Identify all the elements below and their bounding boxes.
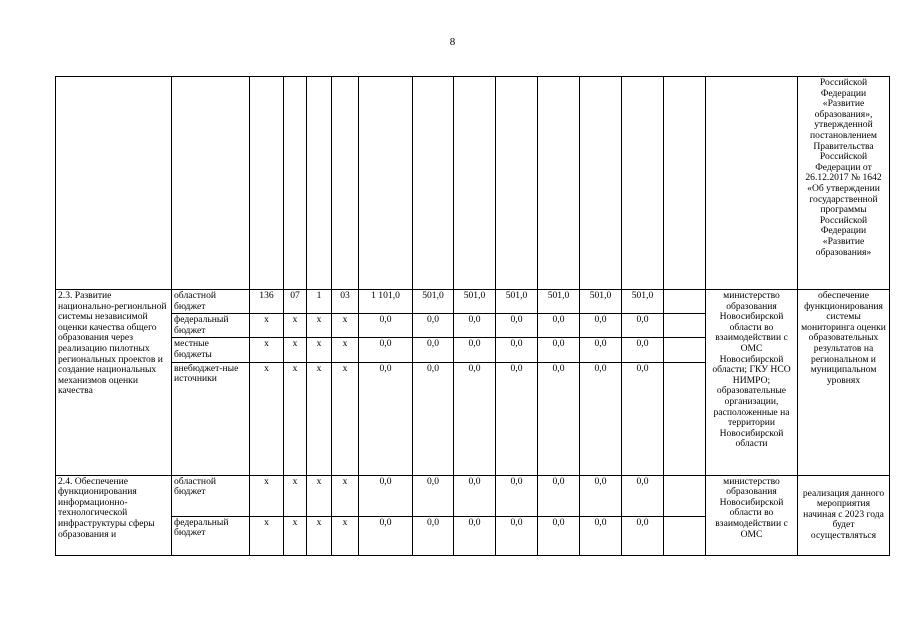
code-cell: x: [284, 314, 307, 338]
value-cell: 0,0: [413, 475, 454, 516]
code-cell: x: [250, 362, 284, 475]
code-cell: x: [332, 338, 359, 362]
value-cell: 0,0: [413, 314, 454, 338]
value-cell: 0,0: [454, 338, 496, 362]
value-cell: 0,0: [454, 362, 496, 475]
code-cell: x: [250, 475, 284, 516]
value-cell: 0,0: [413, 516, 454, 555]
value-cell: 0,0: [413, 362, 454, 475]
code-cell: x: [307, 475, 332, 516]
value-cell: 0,0: [496, 475, 538, 516]
value-cell: 0,0: [580, 338, 622, 362]
value-cell: 501,0: [538, 290, 580, 314]
code-cell: 136: [250, 290, 284, 314]
activity-name: 2.4. Обеспечение функционирования информационно-технологической инфраструктуры сферы образования и: [56, 475, 172, 555]
code-cell: 1: [307, 290, 332, 314]
value-cell: 0,0: [580, 362, 622, 475]
result-cell: обеспечение функционирования системы мониторинга оценки образовательных результатов на региональном и муниципальном уровнях: [798, 290, 890, 476]
value-cell: 0,0: [538, 516, 580, 555]
code-cell: x: [307, 362, 332, 475]
code-cell: 07: [284, 290, 307, 314]
value-cell: 0,0: [496, 362, 538, 475]
value-cell: 0,0: [580, 475, 622, 516]
value-cell: 0,0: [538, 314, 580, 338]
value-cell: 0,0: [359, 475, 413, 516]
value-cell: 0,0: [359, 516, 413, 555]
program-table: [55, 76, 890, 556]
value-cell: 0,0: [622, 338, 664, 362]
funding-source: местные бюджеты: [172, 338, 250, 362]
value-cell: 0,0: [622, 314, 664, 338]
value-cell: 0,0: [538, 338, 580, 362]
page-number: 8: [449, 36, 456, 48]
code-cell: x: [332, 475, 359, 516]
funding-source: федеральный бюджет: [172, 516, 250, 555]
code-cell: x: [307, 516, 332, 555]
table-row: [56, 290, 890, 314]
value-cell: 1 101,0: [359, 290, 413, 314]
code-cell: x: [250, 516, 284, 555]
table-row: [56, 475, 890, 516]
funding-source: областной бюджет: [172, 475, 250, 516]
value-cell: 0,0: [454, 314, 496, 338]
value-cell: 0,0: [413, 338, 454, 362]
result-cell: Российской Федерации «Развитие образования», утвержденной постановлением Правительства Российской Федерации от 26.12.2017 № 1642 «Об утверждении государственной программы Российской Федерации «Развитие образования»: [798, 77, 890, 290]
code-cell: x: [250, 314, 284, 338]
value-cell: 0,0: [454, 475, 496, 516]
code-cell: x: [307, 338, 332, 362]
value-cell: 0,0: [538, 475, 580, 516]
funding-source: внебюджет-ные источники: [172, 362, 250, 475]
value-cell: 0,0: [496, 338, 538, 362]
value-cell: 501,0: [580, 290, 622, 314]
value-cell: 501,0: [622, 290, 664, 314]
executor-cell: министерство образования Новосибирской области во взаимодействии с ОМС: [706, 475, 798, 555]
value-cell: 0,0: [622, 362, 664, 475]
continuation-row: [56, 77, 890, 290]
activity-name: 2.3. Развитие национально-регионльной системы независимой оценки качества общего образования через реализацию пилотных региональных проектов и создание национальных механизмов оценки качества: [56, 290, 172, 476]
code-cell: x: [284, 338, 307, 362]
value-cell: 0,0: [359, 314, 413, 338]
code-cell: x: [307, 314, 332, 338]
value-cell: 0,0: [622, 475, 664, 516]
executor-cell: министерство образования Новосибирской области во взаимодействии с ОМС Новосибирской области; ГКУ НСО НИМРО; образовательные организации, расположенные на территории Новосибирской области: [706, 290, 798, 476]
result-cell: реализация данного мероприятия начиная с 2023 года будет осуществляться: [798, 475, 890, 555]
value-cell: 501,0: [454, 290, 496, 314]
value-cell: 0,0: [496, 314, 538, 338]
code-cell: x: [250, 338, 284, 362]
value-cell: 501,0: [496, 290, 538, 314]
funding-source: областной бюджет: [172, 290, 250, 314]
value-cell: 0,0: [538, 362, 580, 475]
value-cell: 501,0: [413, 290, 454, 314]
funding-source: федеральный бюджет: [172, 314, 250, 338]
value-cell: 0,0: [622, 516, 664, 555]
value-cell: 0,0: [359, 362, 413, 475]
code-cell: x: [332, 516, 359, 555]
value-cell: 0,0: [454, 516, 496, 555]
value-cell: 0,0: [580, 314, 622, 338]
value-cell: 0,0: [359, 338, 413, 362]
value-cell: 0,0: [580, 516, 622, 555]
code-cell: 03: [332, 290, 359, 314]
code-cell: x: [332, 314, 359, 338]
code-cell: x: [284, 516, 307, 555]
value-cell: 0,0: [496, 516, 538, 555]
code-cell: x: [332, 362, 359, 475]
code-cell: x: [284, 362, 307, 475]
code-cell: x: [284, 475, 307, 516]
